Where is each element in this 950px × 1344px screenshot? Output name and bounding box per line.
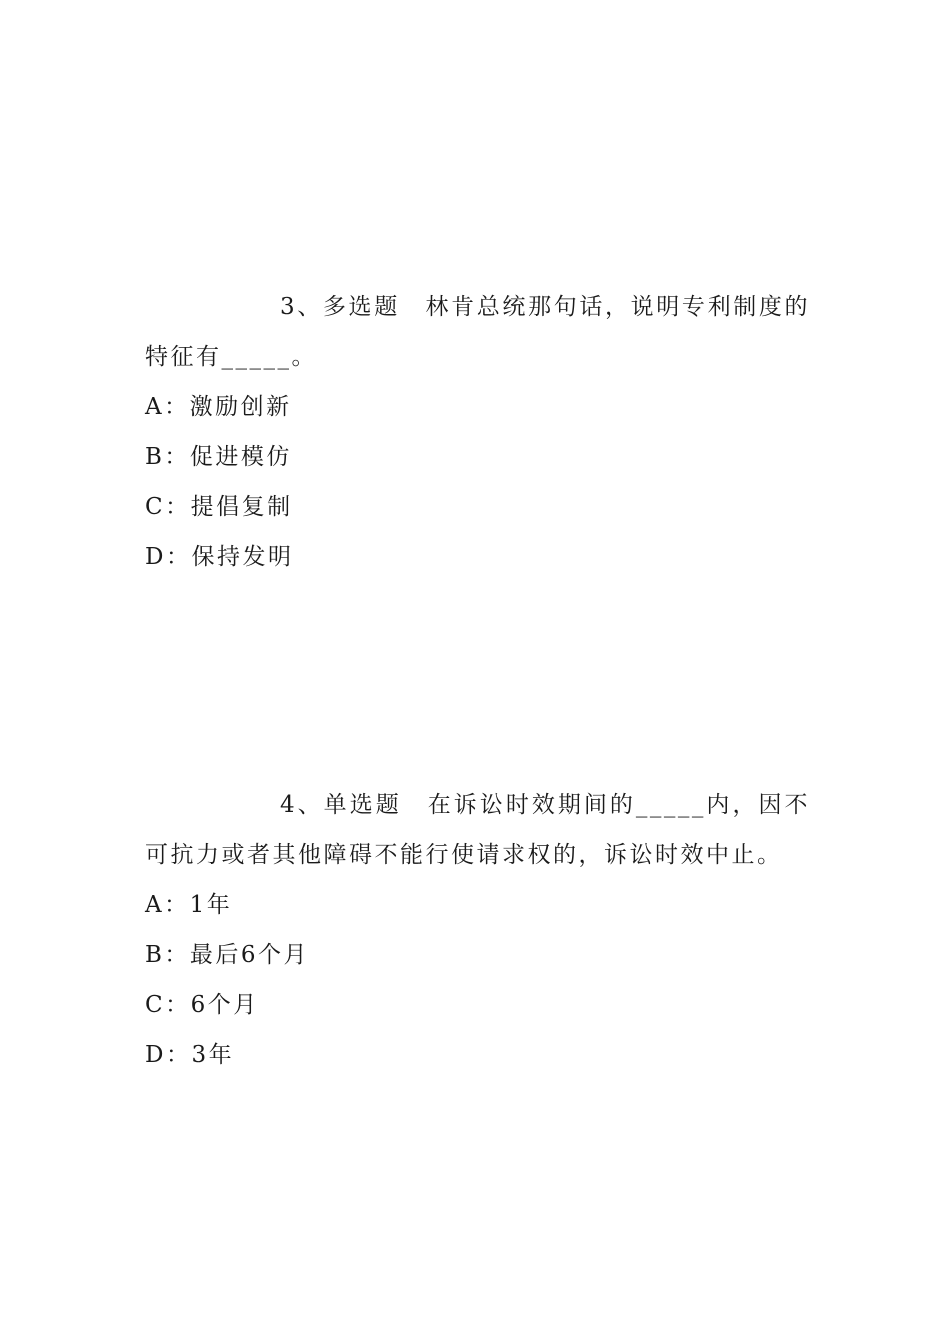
option-b: B：促进模仿 [145,444,292,470]
option-a: A：激励创新 [145,394,292,420]
option-c: C：提倡复制 [145,494,293,520]
option-b: B：最后6个月 [145,942,310,968]
option-a: A：1年 [145,892,233,918]
option-d: D：保持发明 [145,544,294,570]
option-list [145,880,810,1080]
question-stem-text: 3、多选题 林肯总统那句话，说明专利制度的特征有_____。 [145,294,810,370]
question-stem-text: 4、单选题 在诉讼时效期间的_____内，因不可抗力或者其他障碍不能行使请求权的，诉讼时效中止。 [145,792,810,868]
question-3 [145,282,810,582]
option-c: C：6个月 [145,992,259,1018]
question-4 [145,780,810,1080]
option-d: D：3年 [145,1042,235,1068]
question-stem [145,780,810,880]
option-list [145,382,810,582]
question-stem [145,282,810,382]
